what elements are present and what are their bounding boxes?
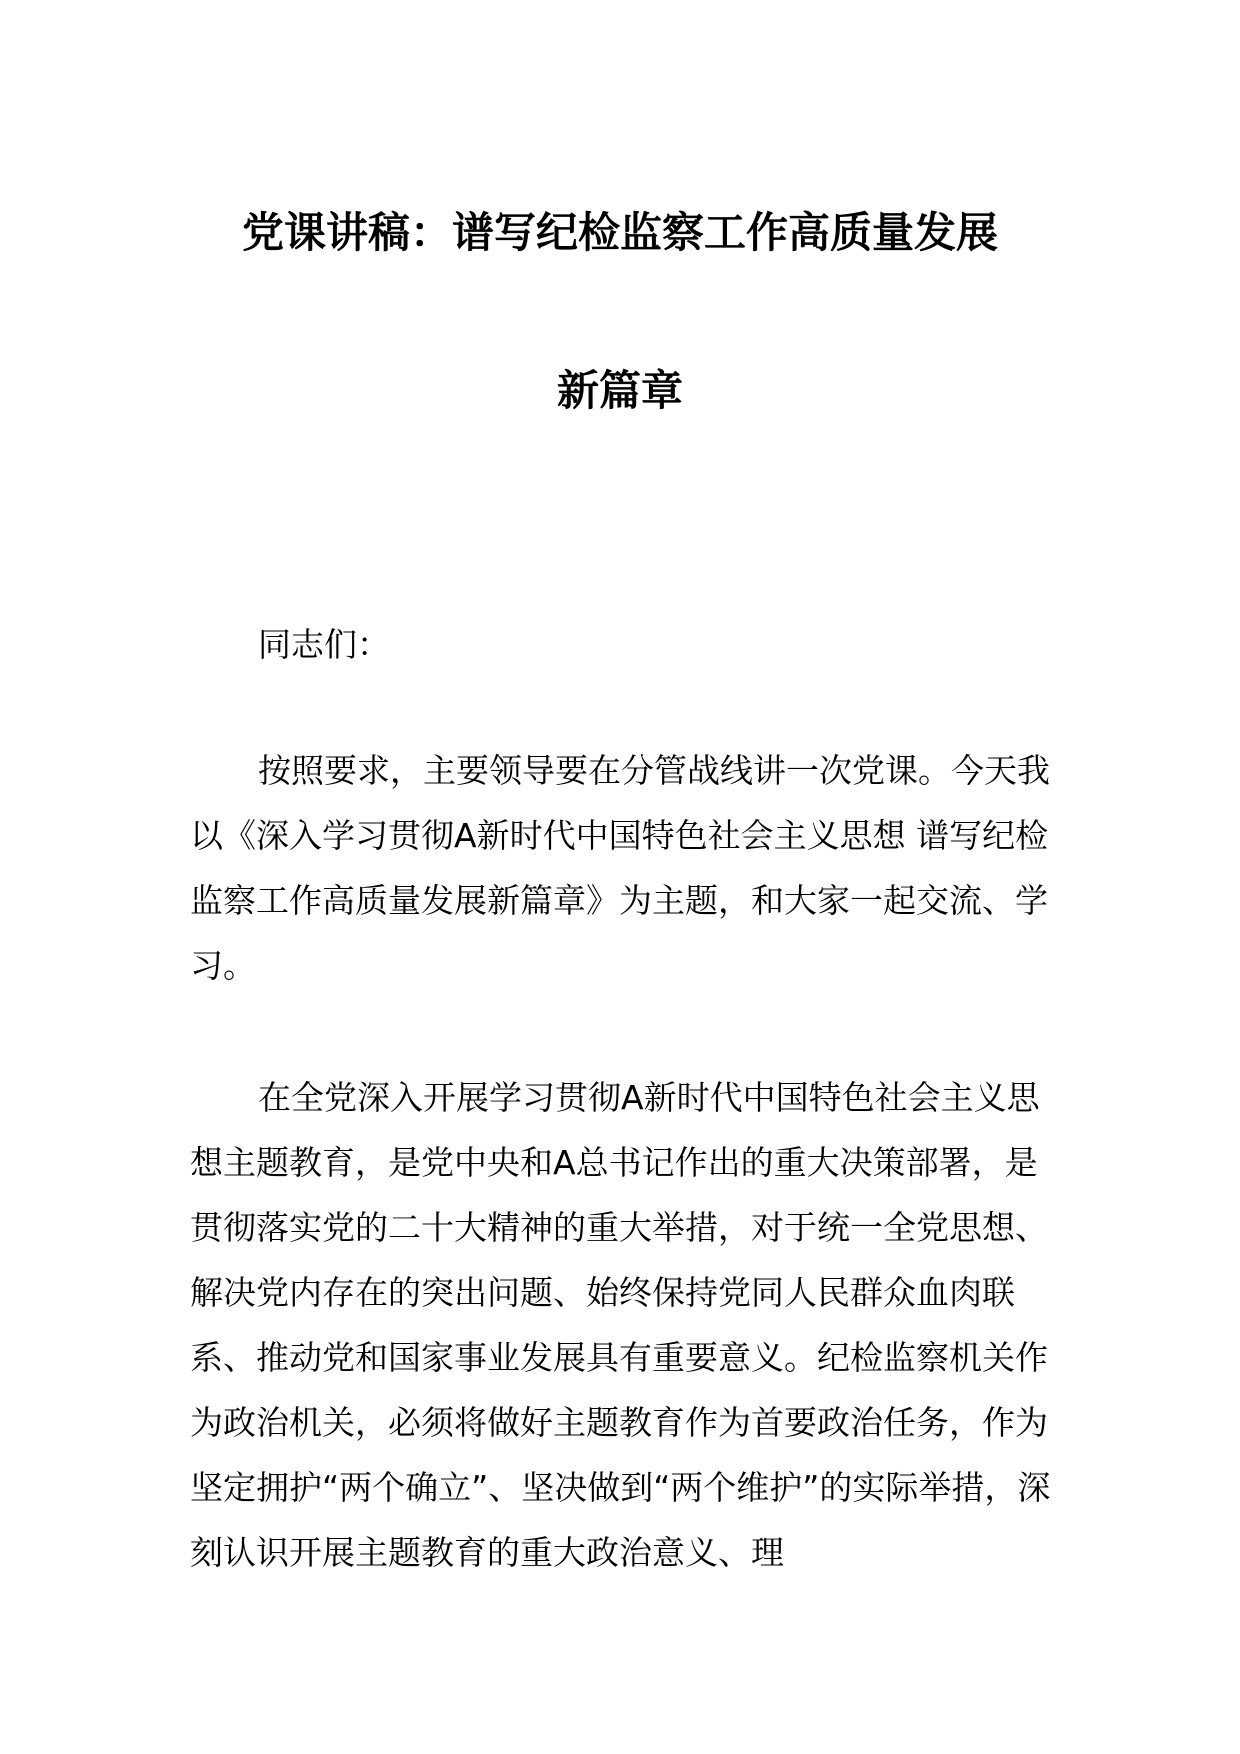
paragraph: 按照要求，主要领导要在分管战线讲一次党课。今天我以《深入学习贯彻A新时代中国特色社会主义思想 谱写纪检监察工作高质量发展新篇章》为主题，和大家一起交流、学习。 xyxy=(190,751,1050,985)
greeting: 同志们： xyxy=(258,625,390,664)
document-title-line2: 新篇章 xyxy=(556,366,683,415)
paragraph: 在全党深入开展学习贯彻A新时代中国特色社会主义思想主题教育，是党中央和A总书记作出的重大决策部署，是贯彻落实党的二十大精神的重大举措，对于统一全党思想、解决党内存在的突出问题、始终保持党同人民群众血肉联系、推动党和国家事业发展具有重要意义。纪检监察机关作为政治机关，必须将做好主题教育作为首要政治任务，作为坚定拥护“两个确立”、坚决做到“两个维护”的实际举措，深刻认识开展主题教育的重大政治意义、理 xyxy=(190,1078,1051,1572)
document-title-line1: 党课讲稿：谱写纪检监察工作高质量发展 xyxy=(241,208,998,257)
paragraph-1-block xyxy=(190,738,1070,998)
greeting-block xyxy=(190,612,1070,677)
paragraph-2-block xyxy=(190,1065,1070,1585)
